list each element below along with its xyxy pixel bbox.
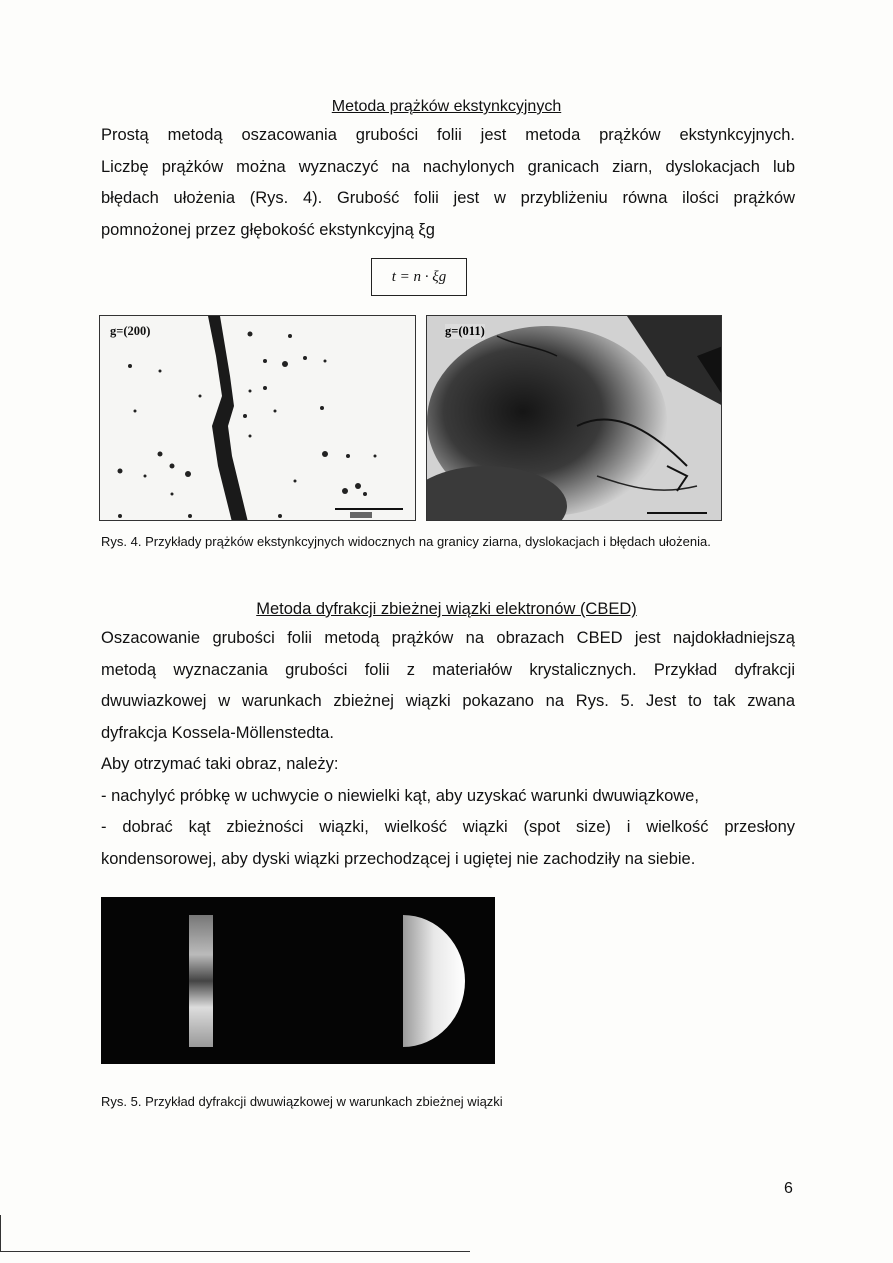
page-number: 6 bbox=[784, 1180, 793, 1197]
extinction-paragraph bbox=[101, 120, 795, 246]
fig4-caption: Rys. 4. Przykłady prążków ekstynkcyjnych widocznych na granicy ziarna, dyslokacjach i błędach ułożenia. bbox=[101, 534, 711, 549]
paragraph-line: metodą wyznaczania grubości folii z materiałów krystalicznych. Przykład dyfrakcji bbox=[101, 660, 795, 679]
paragraph-line: kondensorowej, aby dyski wiązki przechodzącej i ugiętej nie zachodziły na siebie. bbox=[101, 849, 696, 868]
paragraph-line: Liczbę prążków można wyznaczyć na nachylonych granicach ziarn, dyslokacjach lub bbox=[101, 157, 795, 176]
left-scan-mark bbox=[0, 1215, 1, 1251]
fig5-cbed-image bbox=[101, 897, 495, 1064]
paragraph-line: Oszacowanie grubości folii metodą prążków na obrazach CBED jest najdokładniejszą bbox=[101, 629, 795, 647]
paragraph-line: dwuwiazkowej w warunkach zbieżnej wiązki pokazano na Rys. 5. Jest to tak zwana bbox=[101, 692, 795, 710]
paragraph-line: Prostą metodą oszacowania grubości folii jest metoda prążków ekstynkcyjnych. bbox=[101, 126, 795, 144]
bottom-scan-line bbox=[0, 1251, 470, 1252]
cbed-pattern bbox=[101, 897, 495, 1064]
grain-boundary-image bbox=[100, 316, 416, 521]
fig4-right-label: g=(011) bbox=[445, 324, 485, 338]
formula-box: t = n · ξg bbox=[371, 258, 467, 296]
fig4-left-label: g=(200) bbox=[110, 324, 151, 338]
fig4-left-micrograph bbox=[99, 315, 416, 521]
section-heading-extinction-fringes: Metoda prążków ekstynkcyjnych bbox=[331, 98, 562, 115]
paragraph-line: pomnożonej przez głębokość ekstynkcyjną ξg bbox=[101, 220, 435, 239]
paragraph-line: - nachylyć próbkę w uchwycie o niewielki kąt, aby uzyskać warunki dwuwiązkowe, bbox=[101, 786, 699, 805]
fig5-caption: Rys. 5. Przykład dyfrakcji dwuwiązkowej w warunkach zbieżnej wiązki bbox=[101, 1094, 503, 1109]
paragraph-line: Aby otrzymać taki obraz, należy: bbox=[101, 755, 339, 773]
paragraph-line: - dobrać kąt zbieżności wiązki, wielkość wiązki (spot size) i wielkość przesłony bbox=[101, 818, 795, 836]
paragraph-line: błędach ułożenia (Rys. 4). Grubość folii jest w przybliżeniu równa ilości prążków bbox=[101, 189, 795, 207]
fig4-right-micrograph bbox=[426, 315, 722, 521]
paragraph-line: dyfrakcja Kossela-Möllenstedta. bbox=[101, 723, 334, 742]
dislocation-image bbox=[427, 316, 722, 521]
section-heading-cbed: Metoda dyfrakcji zbieżnej wiązki elektronów (CBED) bbox=[256, 600, 637, 618]
cbed-paragraph bbox=[101, 623, 795, 875]
